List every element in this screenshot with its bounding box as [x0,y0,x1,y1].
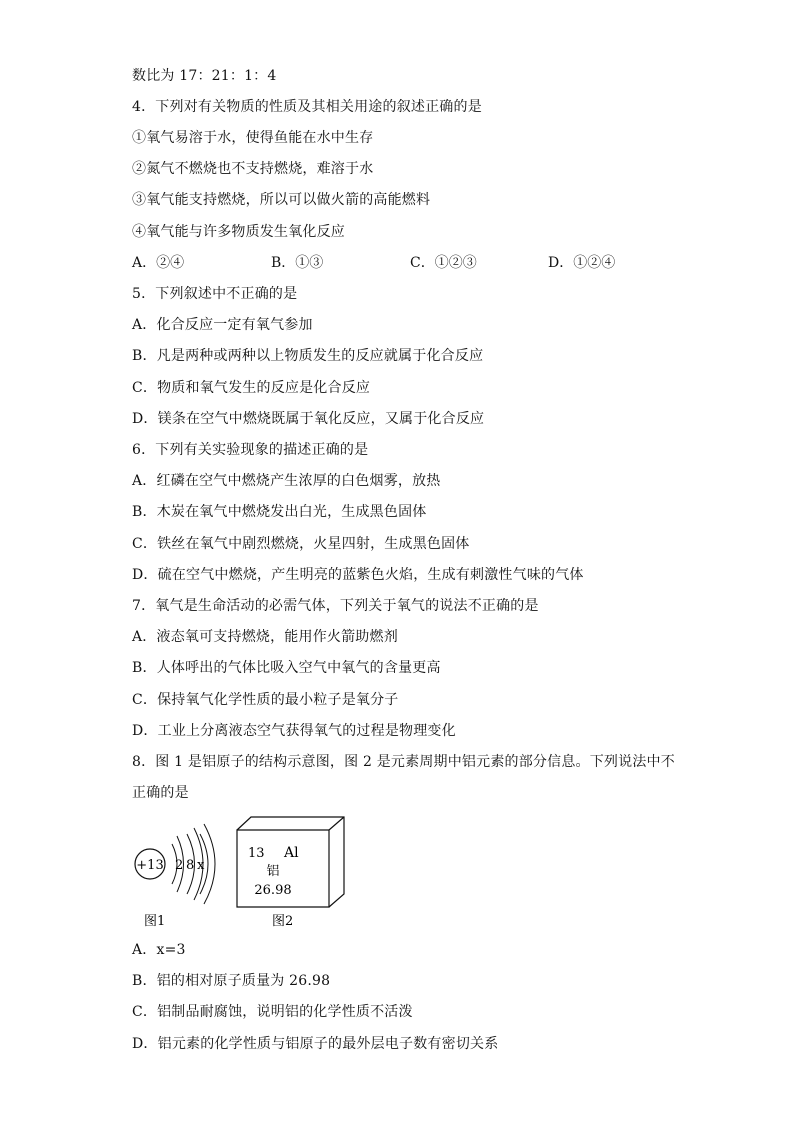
figure-2-caption: 图2 [272,914,294,929]
option-c: C．铁丝在氧气中剧烈燃烧，火星四射，生成黑色固体 [132,536,470,552]
option-c: C．①②③ [410,255,477,271]
statement-1: ①氧气易溶于水，使得鱼能在水中生存 [132,130,374,146]
statement-2: ②氮气不燃烧也不支持燃烧，难溶于水 [132,161,374,177]
atomic-mass: 26.98 [254,883,292,898]
shell-2-electrons: 8 [186,858,195,873]
option-d: D．镁条在空气中燃烧既属于氧化反应，又属于化合反应 [132,411,485,427]
statement-3: ③氧气能支持燃烧，所以可以做火箭的高能燃料 [132,192,431,208]
element-name: 铝 [266,864,280,879]
statement-4: ④氧气能与许多物质发生氧化反应 [132,224,345,240]
shell-3-electrons: x [197,858,205,873]
option-a: A．红磷在空气中燃烧产生浓厚的白色烟雾，放热 [132,473,441,489]
question-7-stem: 7．氧气是生命活动的必需气体，下列关于氧气的说法不正确的是 [132,598,539,614]
option-a: A．x=3 [132,942,186,958]
question-6-stem: 6．下列有关实验现象的描述正确的是 [132,442,369,458]
question-4-stem: 4．下列对有关物质的性质及其相关用途的叙述正确的是 [132,99,482,115]
option-b: B．凡是两种或两种以上物质发生的反应就属于化合反应 [132,348,484,364]
shell-1-electrons: 2 [175,858,184,873]
option-d: D．①②④ [548,255,616,271]
option-b: B．铝的相对原子质量为 26.98 [132,973,331,989]
atomic-number: 13 [248,846,265,861]
option-d: D．工业上分离液态空气获得氧气的过程是物理变化 [132,723,456,739]
question-8-stem: 8．图 1 是铝原子的结构示意图，图 2 是元素周期中铝元素的部分信息。下列说法中不 [132,754,675,770]
option-b: B．人体呼出的气体比吸入空气中氧气的含量更高 [132,660,441,676]
option-a: A．②④ [132,255,185,271]
option-d: D．铝元素的化学性质与铝原子的最外层电子数有密切关系 [132,1036,499,1052]
option-a: A．化合反应一定有氧气参加 [132,317,313,333]
question-5-stem: 5．下列叙述中不正确的是 [132,286,298,302]
option-b: B．木炭在氧气中燃烧发出白光，生成黑色固体 [132,504,427,520]
text-line: 数比为 17：21：1：4 [132,68,277,84]
figure-1-caption: 图1 [144,914,166,929]
figure-1-atom-diagram [132,812,352,932]
question-8-stem-cont: 正确的是 [132,785,189,801]
option-b: B．①③ [271,255,324,271]
nucleus-charge: +13 [136,858,164,873]
option-c: C．物质和氧气发生的反应是化合反应 [132,380,371,396]
option-d: D．硫在空气中燃烧，产生明亮的蓝紫色火焰，生成有刺激性气味的气体 [132,567,584,583]
option-c: C．铝制品耐腐蚀，说明铝的化学性质不活泼 [132,1004,413,1020]
option-c: C．保持氧气化学性质的最小粒子是氧分子 [132,692,399,708]
figures [132,812,352,932]
element-symbol: Al [284,845,299,861]
option-a: A．液态氧可支持燃烧，能用作火箭助燃剂 [132,629,398,645]
